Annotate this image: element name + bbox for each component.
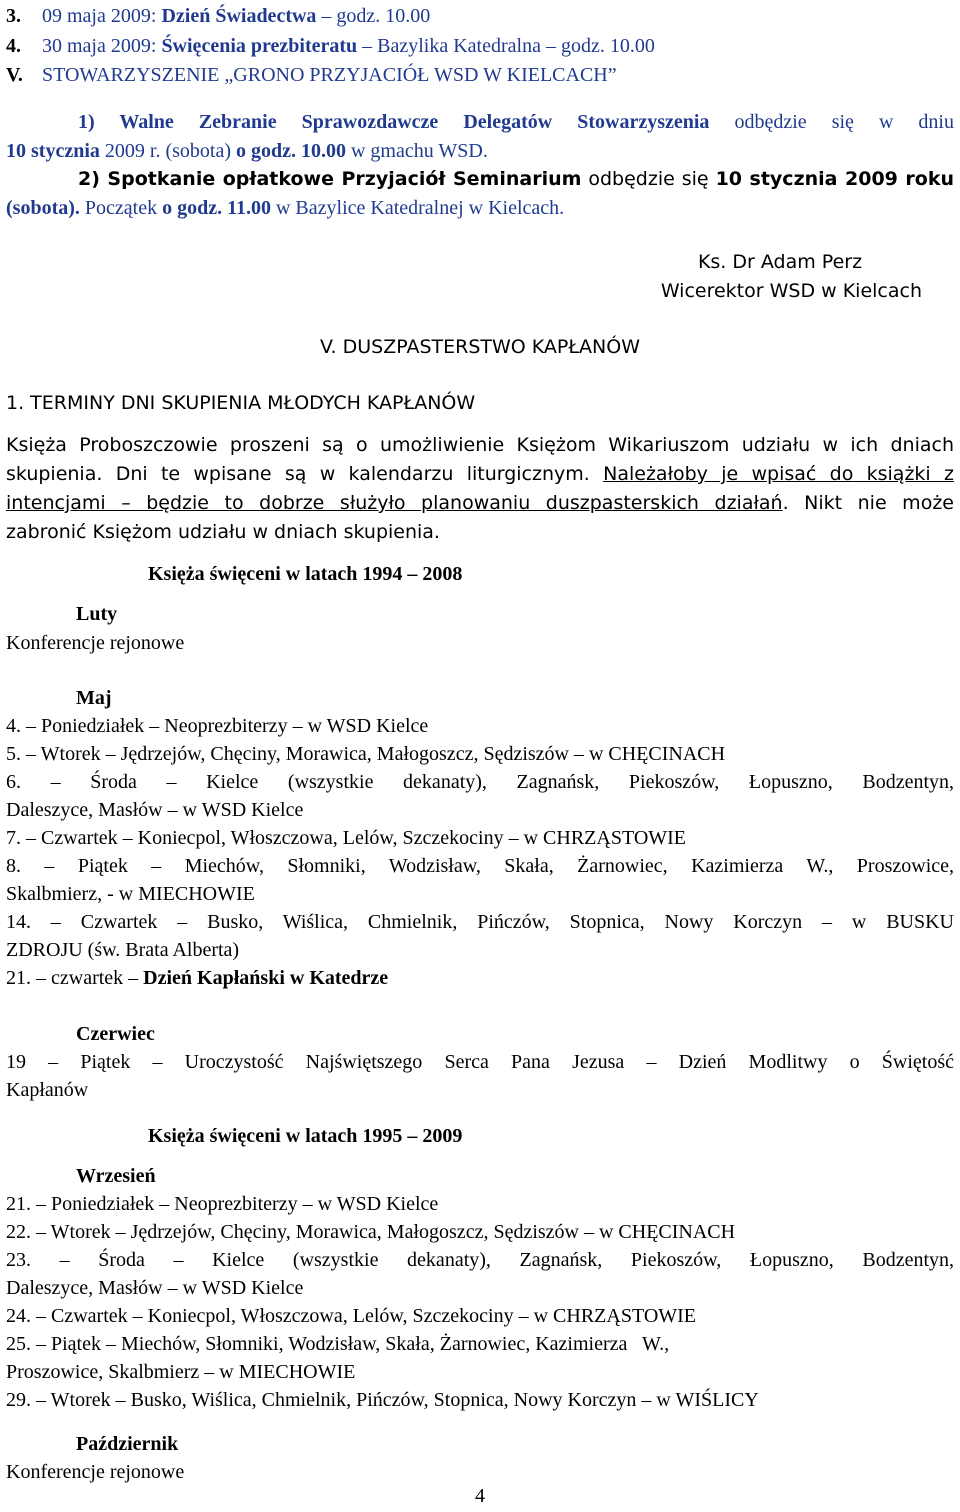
list-item: 7. – Czwartek – Koniecpol, Włoszczowa, Lelów, Szczekociny – w CHRZĄSTOWIE — [6, 827, 687, 849]
list-item-continuation: Daleszyce, Masłów – w WSD Kielce — [6, 799, 304, 821]
terms-paragraph-line-3: intencjami – będzie to dobrze służyło planowaniu duszpasterskich działań. Nikt nie może — [6, 492, 954, 514]
section-heading: V. STOWARZYSZENIE „GRONO PRZYJACIÓŁ WSD W KIELCACH” — [6, 64, 617, 86]
list-item: 6. – Środa – Kielce (wszystkie dekanaty), Zagnańsk, Piekoszów, Łopuszno, Bodzentyn, — [6, 771, 954, 793]
signature-role: Wicerektor WSD w Kielcach — [660, 280, 922, 302]
month-note: Konferencje rejonowe — [6, 632, 185, 654]
list-item: 21. – Poniedziałek – Neoprezbiterzy – w WSD Kielce — [6, 1193, 439, 1215]
list-item-continuation: Skalbmierz, - w MIECHOWIE — [6, 883, 255, 905]
list-item: 8. – Piątek – Miechów, Słomniki, Wodzisław, Skała, Żarnowiec, Kazimierza W., Proszowice, — [6, 855, 954, 877]
terms-heading: 1. TERMINY DNI SKUPIENIA MŁODYCH KAPŁANÓW — [6, 392, 476, 414]
list-item: 29. – Wtorek – Busko, Wiślica, Chmielnik, Pińczów, Stopnica, Nowy Korczyn – w WIŚLICY — [6, 1389, 759, 1411]
list-item: 5. – Wtorek – Jędrzejów, Chęciny, Morawica, Małogoszcz, Sędziszów – w CHĘCINACH — [6, 743, 726, 765]
list-item: 23. – Środa – Kielce (wszystkie dekanaty), Zagnańsk, Piekoszów, Łopuszno, Bodzentyn, — [6, 1249, 954, 1271]
assoc-paragraph-2-line-2: (sobota). Początek o godz. 11.00 w Bazylice Katedralnej w Kielcach. — [6, 197, 565, 219]
list-item: 22. – Wtorek – Jędrzejów, Chęciny, Morawica, Małogoszcz, Sędziszów – w CHĘCINACH — [6, 1221, 736, 1243]
assoc-paragraph-1-line-2: 10 stycznia 2009 r. (sobota) o godz. 10.00 w gmachu WSD. — [6, 140, 488, 162]
month-heading: Maj — [76, 687, 112, 709]
month-heading: Luty — [76, 603, 118, 625]
terms-paragraph-line-1: Księża Proboszczowie proszeni są o umożliwienie Księżom Wikariuszom udziału w ich dniach — [6, 434, 954, 456]
list-item-continuation: Daleszyce, Masłów – w WSD Kielce — [6, 1277, 304, 1299]
list-item: 4. – Poniedziałek – Neoprezbiterzy – w WSD Kielce — [6, 715, 429, 737]
list-item: 19 – Piątek – Uroczystość Najświętszego Serca Pana Jezusa – Dzień Modlitwy o Świętość — [6, 1051, 954, 1073]
group-heading: Księża święceni w latach 1995 – 2009 — [148, 1125, 463, 1147]
signature-name: Ks. Dr Adam Perz — [697, 251, 863, 273]
list-item: 14. – Czwartek – Busko, Wiślica, Chmielnik, Pińczów, Stopnica, Nowy Korczyn – w BUSKU — [6, 911, 954, 933]
list-item: 4. 30 maja 2009: Święcenia prezbiteratu – Bazylika Katedralna – godz. 10.00 — [6, 35, 655, 57]
terms-paragraph-line-4: zabronić Księżom udziału w dniach skupienia. — [6, 521, 440, 543]
terms-paragraph-line-2: skupienia. Dni te wpisane są w kalendarzu liturgicznym. Należałoby je wpisać do książki z — [6, 463, 954, 485]
list-item: 3. 09 maja 2009: Dzień Świadectwa – godz. 10.00 — [6, 5, 431, 27]
group-heading: Księża święceni w latach 1994 – 2008 — [148, 563, 463, 585]
assoc-paragraph-1-line-1: 1) Walne Zebranie Sprawozdawcze Delegatów Stowarzyszenia odbędzie się w dniu — [78, 111, 954, 133]
list-item-continuation: Kapłanów — [6, 1079, 89, 1101]
month-note: Konferencje rejonowe — [6, 1461, 185, 1483]
section-heading: V. DUSZPASTERSTWO KAPŁANÓW — [319, 336, 640, 358]
list-item-continuation: ZDROJU (św. Brata Alberta) — [6, 939, 240, 961]
assoc-paragraph-2-line-1: 2) Spotkanie opłatkowe Przyjaciół Seminarium odbędzie się 10 stycznia 2009 roku — [78, 168, 954, 190]
list-item: 21. – czwartek – Dzień Kapłański w Katedrze — [6, 967, 389, 989]
month-heading: Wrzesień — [76, 1165, 156, 1187]
page-number: 4 — [475, 1485, 485, 1507]
list-item-continuation: Proszowice, Skalbmierz – w MIECHOWIE — [6, 1361, 356, 1383]
list-item: 24. – Czwartek – Koniecpol, Włoszczowa, Lelów, Szczekociny – w CHRZĄSTOWIE — [6, 1305, 697, 1327]
month-heading: Czerwiec — [76, 1023, 155, 1045]
month-heading: Październik — [76, 1433, 179, 1455]
list-item: 25. – Piątek – Miechów, Słomniki, Wodzisław, Skała, Żarnowiec, Kazimierza W., — [6, 1333, 670, 1355]
